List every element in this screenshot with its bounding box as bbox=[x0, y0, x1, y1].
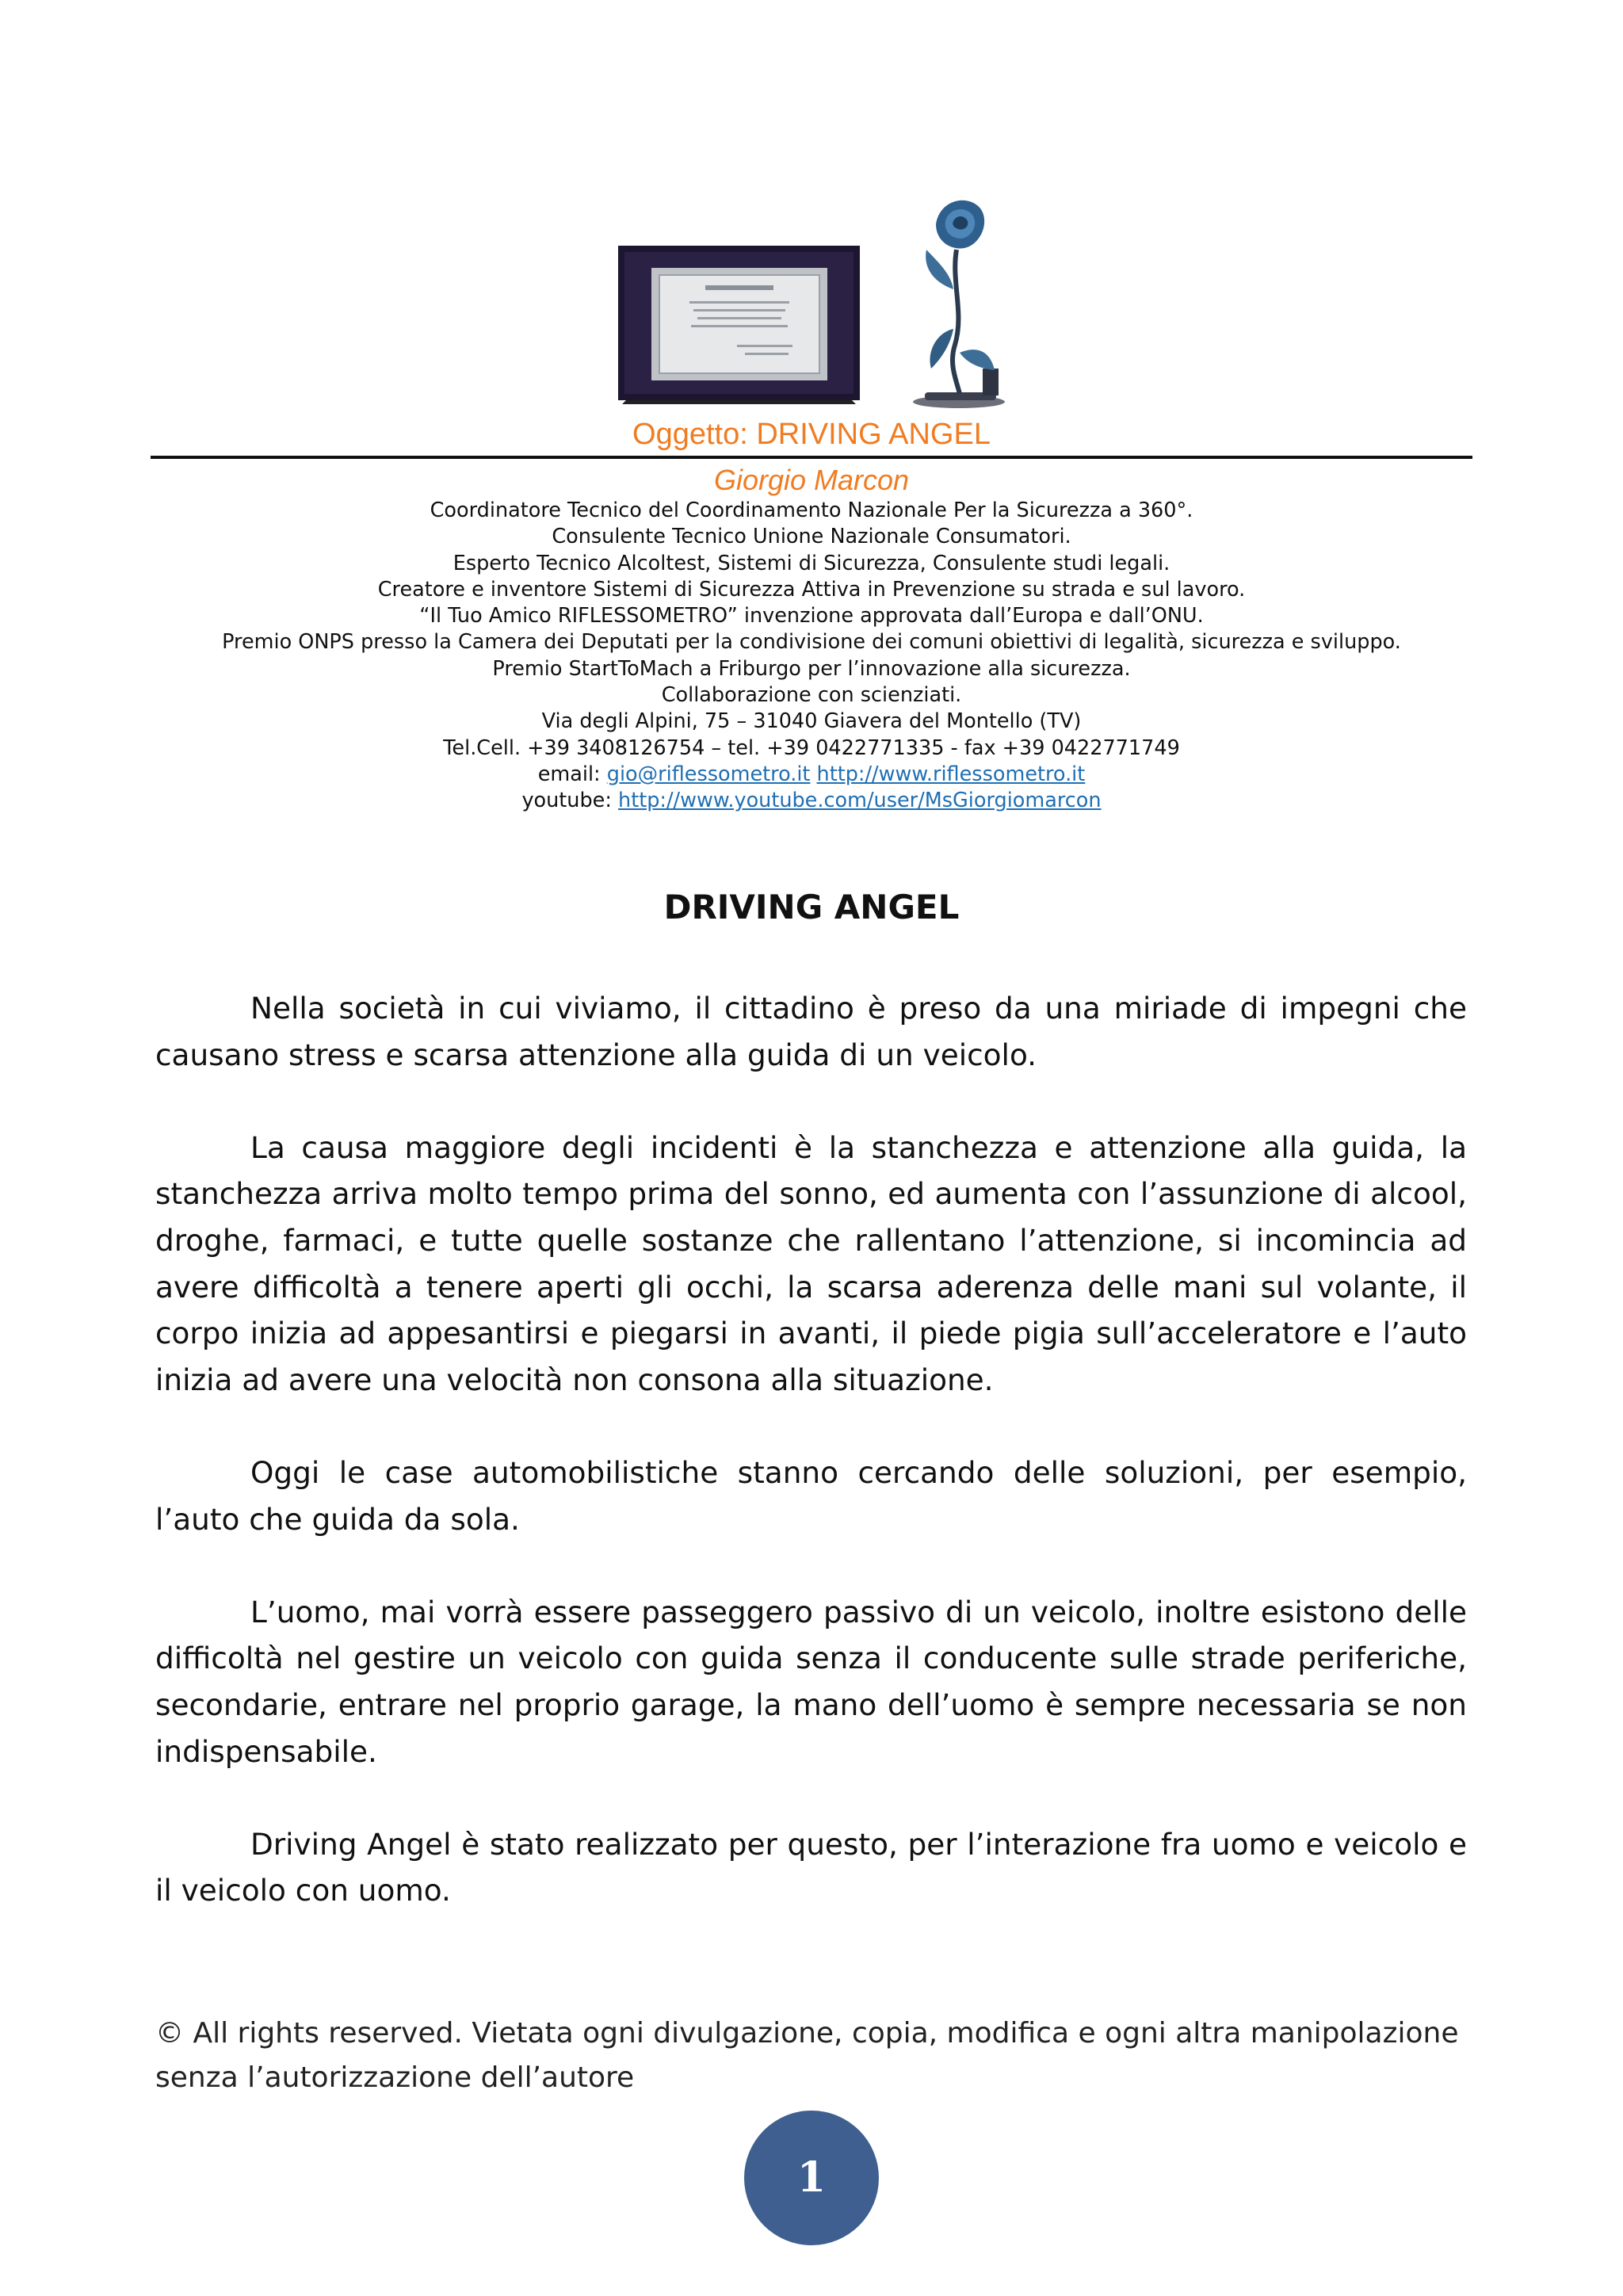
body-paragraph: Nella società in cui viviamo, il cittadino è preso da una miriade di impegni che causano stress e scarsa attenzione alla guida di un veicolo. bbox=[155, 991, 1467, 1072]
youtube-label: youtube: bbox=[521, 789, 612, 813]
body-paragraph: La causa maggiore degli incidenti è la stanchezza e attenzione alla guida, la stanchezza arriva molto tempo prima del sonno, ed aumenta con l’assunzione di alcool, droghe, farmaci, e tutte quelle sostanze che rallentano l’attenzione, si incomincia ad avere difficoltà a tenere aperti gli occhi, la scarsa aderenza delle mani sul volante, il corpo inizia ad appesantirsi e piegarsi in avanti, il piede pigia sull’acceleratore e l’auto inizia ad avere una velocità non consona alla situazione. bbox=[155, 1129, 1467, 1397]
author-name: Giorgio Marcon bbox=[713, 464, 910, 496]
document-title: DRIVING ANGEL bbox=[663, 888, 960, 926]
award-plaque-image bbox=[618, 246, 860, 404]
copyright-notice: © All rights reserved. Vietata ogni divulgazione, copia, modifica e ogni altra manipolazione senza l’autorizzazione dell’autore bbox=[155, 2017, 1459, 2094]
credential-line: “Il Tuo Amico RIFLESSOMETRO” invenzione approvata dall’Europa e dall’ONU. bbox=[419, 604, 1204, 628]
blue-rose-image bbox=[907, 194, 1010, 410]
credential-line: Esperto Tecnico Alcoltest, Sistemi di Sicurezza, Consulente studi legali. bbox=[453, 551, 1170, 575]
youtube-line bbox=[0, 788, 1623, 814]
header-images bbox=[618, 194, 1014, 412]
subject-line: Oggetto: DRIVING ANGEL bbox=[632, 418, 991, 451]
body-paragraph: L’uomo, mai vorrà essere passeggero passivo di un veicolo, inoltre esistono delle difficoltà nel gestire un veicolo con guida senza il conducente sulle strade periferiche, secondarie, entrare nel proprio garage, la mano dell’uomo è sempre necessaria se non indispensabile. bbox=[155, 1594, 1467, 1769]
youtube-link[interactable]: http://www.youtube.com/user/MsGiorgiomarcon bbox=[618, 789, 1102, 813]
header-divider bbox=[151, 456, 1472, 459]
credential-line: Premio StartToMach a Friburgo per l’innovazione alla sicurezza. bbox=[492, 656, 1131, 681]
author-credentials bbox=[0, 498, 1623, 815]
body-paragraph: Driving Angel è stato realizzato per questo, per l’interazione fra uomo e veicolo e il veicolo con uomo. bbox=[155, 1826, 1467, 1908]
credential-line: Coordinatore Tecnico del Coordinamento Nazionale Per la Sicurezza a 360°. bbox=[430, 499, 1193, 522]
phone-line: Tel.Cell. +39 3408126754 – tel. +39 0422771335 - fax +39 0422771749 bbox=[443, 735, 1180, 760]
document-body bbox=[155, 985, 1467, 1960]
credential-line: Premio ONPS presso la Camera dei Deputati per la condivisione dei comuni obiettivi di legalità, sicurezza e sviluppo. bbox=[222, 630, 1401, 655]
website-link[interactable]: http://www.riflessometro.it bbox=[816, 762, 1086, 786]
body-paragraph: Oggi le case automobilistiche stanno cercando delle soluzioni, per esempio, l’auto che guida da sola. bbox=[155, 1454, 1467, 1537]
credential-line: Creatore e inventore Sistemi di Sicurezza Attiva in Prevenzione su strada e sul lavoro. bbox=[377, 577, 1246, 602]
credential-line: Consulente Tecnico Unione Nazionale Consumatori. bbox=[552, 525, 1071, 549]
email-label: email: bbox=[537, 762, 601, 786]
email-link[interactable]: gio@riflessometro.it bbox=[606, 762, 811, 786]
page-number-badge: 1 bbox=[744, 2111, 879, 2245]
address-line: Via degli Alpini, 75 – 31040 Giavera del Montello (TV) bbox=[541, 709, 1082, 734]
credential-line: Collaborazione con scienziati. bbox=[661, 683, 962, 708]
contact-line bbox=[0, 762, 1623, 788]
